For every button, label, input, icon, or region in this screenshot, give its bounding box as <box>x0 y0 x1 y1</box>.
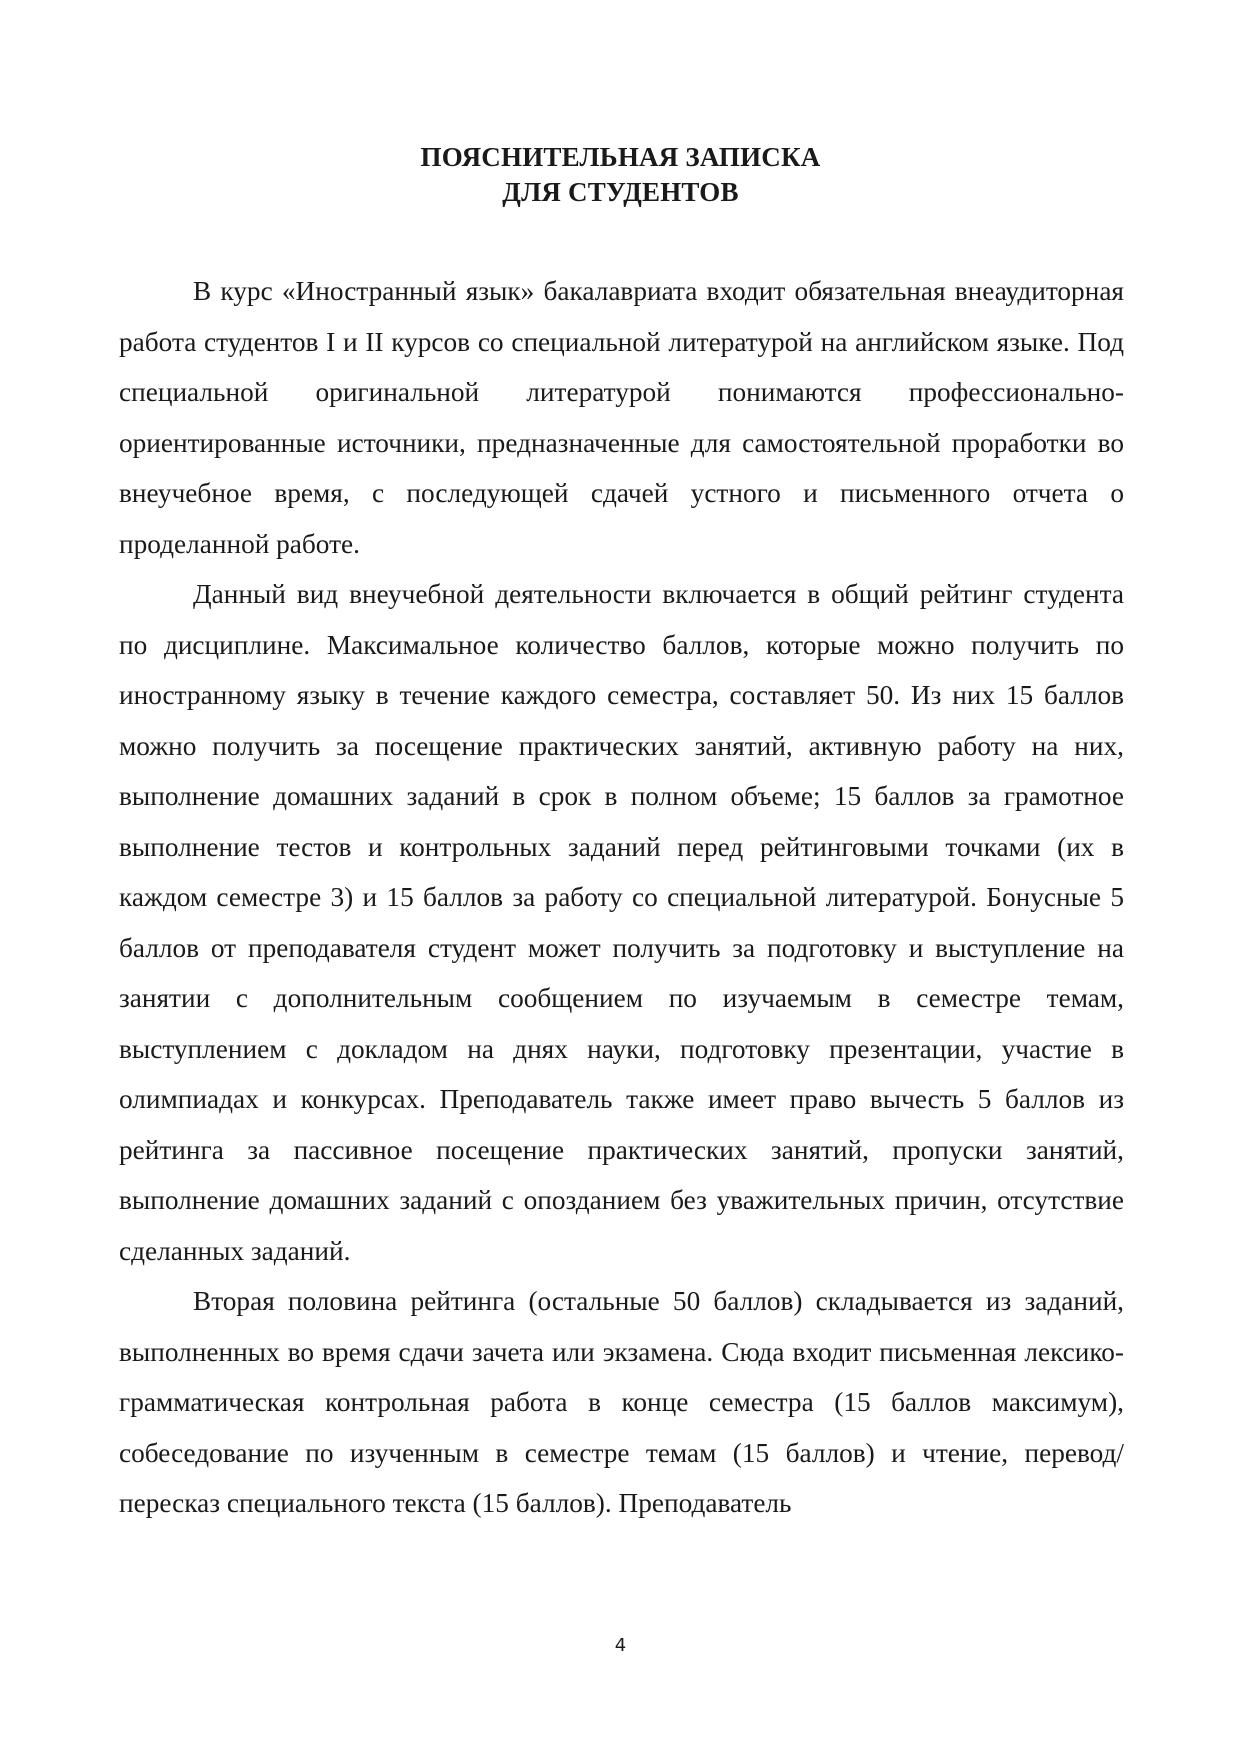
title-line-1: ПОЯСНИТЕЛЬНАЯ ЗАПИСКА <box>420 142 821 172</box>
page-title <box>0 140 1241 210</box>
paragraph-rating-rules: Данный вид внеучебной деятельности включается в общий рейтинг студента по дисциплине. Максимальное количество баллов, которые можно получить по иностранному языку в течение каждого семестра, составляет 50. Из них 15 баллов можно получить за посещение практических занятий, активную работу на них, выполнение домашних заданий в срок в полном объеме; 15 баллов за грамотное выполнение тестов и контрольных заданий перед рейтинговыми точками (их в каждом семестре 3) и 15 баллов за работу со специальной литературой. Бонусные 5 баллов от преподавателя студент может получить за подготовку и выступление на занятии с дополнительным сообщением по изучаемым в семестре темам, выступлением с докладом на днях науки, подготовку презентации, участие в олимпиадах и конкурсах. Преподаватель также имеет право вычесть 5 баллов из рейтинга за пассивное посещение практических занятий, пропуски занятий, выполнение домашних заданий с опозданием без уважительных причин, отсутствие сделанных заданий. <box>119 579 1124 1266</box>
title-line-2: ДЛЯ СТУДЕНТОВ <box>502 177 739 207</box>
paragraph-course-description: В курс «Иностранный язык» бакалавриата входит обязательная внеаудиторная работа студентов I и II курсов со специальной литературой на английском языке. Под специальной оригинальной литературой понимаются профессионально-ориентированные источники, предназначенные для самостоятельной проработки во внеучебное время, с последующей сдачей устного и письменного отчета о проделанной работе. <box>119 276 1124 559</box>
body-text <box>119 266 1124 1529</box>
page-number: 4 <box>614 1635 627 1656</box>
paragraph-exam-rating: Вторая половина рейтинга (остальные 50 баллов) складывается из заданий, выполненных во время сдачи зачета или экзамена. Сюда входит письменная лексико-грамматическая контрольная работа в конце семестра (15 баллов максимум), собеседование по изученным в семестре темам (15 баллов) и чтение, перевод/пересказ специального текста (15 баллов). Преподаватель <box>119 1286 1124 1518</box>
